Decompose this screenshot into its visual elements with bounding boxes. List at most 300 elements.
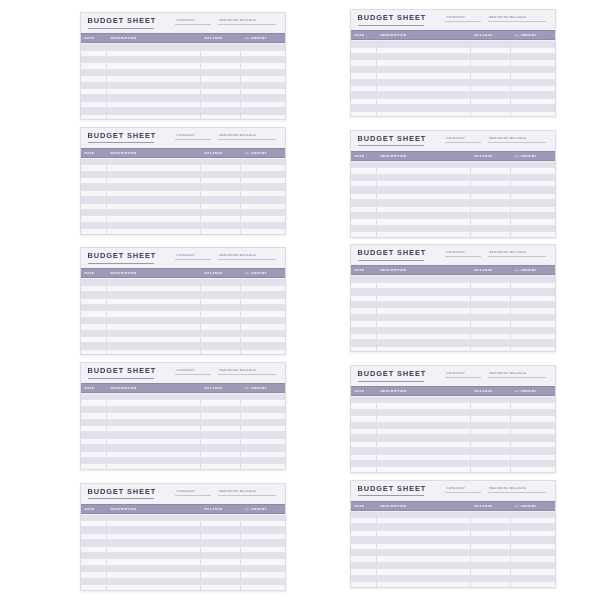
table-cell-desc[interactable] — [377, 168, 471, 173]
table-cell-desc[interactable] — [377, 467, 471, 472]
table-cell-bal[interactable] — [471, 576, 511, 581]
table-cell-desc[interactable] — [377, 112, 471, 117]
table-cell-bal[interactable] — [201, 343, 241, 348]
beginning-balance-input[interactable] — [218, 374, 276, 375]
table-cell-bal[interactable] — [471, 194, 511, 199]
table-cell-desc[interactable] — [377, 200, 471, 205]
beginning-balance-input[interactable] — [218, 24, 276, 25]
table-cell-date[interactable] — [351, 283, 377, 288]
table-cell-date[interactable] — [81, 559, 107, 564]
table-cell-amt[interactable] — [511, 41, 555, 46]
table-cell-amt[interactable] — [241, 292, 285, 297]
table-cell-amt[interactable] — [511, 582, 555, 587]
table-cell-desc[interactable] — [107, 566, 201, 571]
table-cell-amt[interactable] — [511, 213, 555, 218]
budget-sheet[interactable] — [350, 130, 556, 238]
table-cell-date[interactable] — [81, 337, 107, 342]
table-cell-desc[interactable] — [377, 328, 471, 333]
table-cell-bal[interactable] — [201, 292, 241, 297]
table-cell-desc[interactable] — [107, 299, 201, 304]
table-cell-bal[interactable] — [471, 283, 511, 288]
table-cell-amt[interactable] — [511, 315, 555, 320]
table-cell-bal[interactable] — [471, 563, 511, 568]
table-cell-bal[interactable] — [471, 60, 511, 65]
table-cell-date[interactable] — [351, 423, 377, 428]
table-cell-date[interactable] — [351, 207, 377, 212]
table-cell-bal[interactable] — [471, 232, 511, 237]
table-cell-bal[interactable] — [471, 467, 511, 472]
table-cell-bal[interactable] — [201, 108, 241, 113]
table-cell-date[interactable] — [351, 187, 377, 192]
table-cell-bal[interactable] — [471, 67, 511, 72]
category-input[interactable] — [175, 24, 211, 25]
table-cell-date[interactable] — [351, 467, 377, 472]
table-cell-amt[interactable] — [241, 439, 285, 444]
table-cell-amt[interactable] — [511, 175, 555, 180]
table-cell-amt[interactable] — [241, 178, 285, 183]
budget-sheet[interactable] — [80, 127, 286, 235]
table-cell-bal[interactable] — [201, 559, 241, 564]
table-cell-bal[interactable] — [471, 86, 511, 91]
table-cell-bal[interactable] — [201, 547, 241, 552]
table-cell-amt[interactable] — [511, 328, 555, 333]
table-cell-desc[interactable] — [377, 334, 471, 339]
table-cell-desc[interactable] — [107, 197, 201, 202]
category-input[interactable] — [445, 256, 481, 257]
table-cell-bal[interactable] — [471, 550, 511, 555]
category-input[interactable] — [445, 492, 481, 493]
table-cell-date[interactable] — [81, 204, 107, 209]
table-cell-bal[interactable] — [201, 420, 241, 425]
table-row[interactable] — [351, 347, 555, 353]
table-cell-desc[interactable] — [377, 455, 471, 460]
table-cell-amt[interactable] — [511, 569, 555, 574]
table-cell-date[interactable] — [351, 461, 377, 466]
table-cell-date[interactable] — [81, 579, 107, 584]
table-cell-date[interactable] — [81, 426, 107, 431]
table-cell-desc[interactable] — [107, 413, 201, 418]
table-cell-amt[interactable] — [511, 112, 555, 117]
table-cell-bal[interactable] — [201, 464, 241, 469]
table-cell-bal[interactable] — [471, 461, 511, 466]
table-cell-bal[interactable] — [471, 442, 511, 447]
table-cell-date[interactable] — [81, 292, 107, 297]
table-cell-amt[interactable] — [511, 550, 555, 555]
category-input[interactable] — [175, 259, 211, 260]
table-cell-amt[interactable] — [241, 44, 285, 49]
table-cell-bal[interactable] — [201, 51, 241, 56]
table-cell-amt[interactable] — [241, 305, 285, 310]
table-cell-date[interactable] — [351, 219, 377, 224]
category-input[interactable] — [175, 139, 211, 140]
table-cell-desc[interactable] — [107, 439, 201, 444]
table-cell-amt[interactable] — [241, 172, 285, 177]
table-cell-date[interactable] — [81, 197, 107, 202]
table-cell-amt[interactable] — [241, 311, 285, 316]
table-cell-date[interactable] — [81, 458, 107, 463]
table-cell-bal[interactable] — [471, 181, 511, 186]
table-cell-desc[interactable] — [107, 521, 201, 526]
beginning-balance-input[interactable] — [488, 142, 546, 143]
table-cell-date[interactable] — [81, 420, 107, 425]
table-cell-date[interactable] — [351, 563, 377, 568]
table-cell-amt[interactable] — [511, 410, 555, 415]
table-cell-amt[interactable] — [511, 518, 555, 523]
table-cell-bal[interactable] — [471, 162, 511, 167]
table-cell-amt[interactable] — [511, 226, 555, 231]
table-cell-date[interactable] — [351, 576, 377, 581]
table-cell-amt[interactable] — [241, 70, 285, 75]
table-cell-bal[interactable] — [201, 44, 241, 49]
table-cell-bal[interactable] — [471, 112, 511, 117]
table-cell-bal[interactable] — [471, 347, 511, 352]
table-cell-desc[interactable] — [377, 181, 471, 186]
table-cell-desc[interactable] — [107, 337, 201, 342]
table-cell-bal[interactable] — [201, 305, 241, 310]
table-cell-bal[interactable] — [201, 83, 241, 88]
table-cell-amt[interactable] — [241, 89, 285, 94]
table-row[interactable] — [351, 582, 555, 588]
table-cell-amt[interactable] — [511, 289, 555, 294]
table-cell-bal[interactable] — [201, 89, 241, 94]
table-cell-desc[interactable] — [107, 165, 201, 170]
table-cell-desc[interactable] — [107, 51, 201, 56]
table-cell-bal[interactable] — [471, 207, 511, 212]
table-row[interactable] — [351, 232, 555, 238]
table-cell-date[interactable] — [351, 448, 377, 453]
table-cell-date[interactable] — [81, 400, 107, 405]
table-cell-amt[interactable] — [511, 544, 555, 549]
table-cell-date[interactable] — [81, 178, 107, 183]
table-cell-date[interactable] — [351, 569, 377, 574]
table-cell-amt[interactable] — [511, 397, 555, 402]
table-cell-desc[interactable] — [377, 416, 471, 421]
table-cell-desc[interactable] — [107, 229, 201, 234]
table-cell-desc[interactable] — [377, 403, 471, 408]
beginning-balance-input[interactable] — [488, 492, 546, 493]
table-cell-date[interactable] — [351, 537, 377, 542]
table-cell-amt[interactable] — [241, 343, 285, 348]
table-cell-desc[interactable] — [377, 80, 471, 85]
table-cell-bal[interactable] — [201, 70, 241, 75]
table-cell-bal[interactable] — [471, 340, 511, 345]
table-cell-desc[interactable] — [107, 458, 201, 463]
table-cell-amt[interactable] — [241, 210, 285, 215]
table-cell-date[interactable] — [81, 445, 107, 450]
budget-sheet[interactable] — [350, 9, 556, 117]
table-cell-bal[interactable] — [201, 521, 241, 526]
category-input[interactable] — [445, 21, 481, 22]
table-cell-bal[interactable] — [201, 102, 241, 107]
table-cell-desc[interactable] — [107, 210, 201, 215]
table-cell-bal[interactable] — [471, 99, 511, 104]
table-cell-amt[interactable] — [511, 512, 555, 517]
table-cell-date[interactable] — [81, 553, 107, 558]
table-cell-date[interactable] — [81, 318, 107, 323]
table-cell-bal[interactable] — [201, 165, 241, 170]
table-cell-date[interactable] — [81, 299, 107, 304]
table-row[interactable] — [81, 350, 285, 356]
table-cell-bal[interactable] — [471, 537, 511, 542]
table-cell-bal[interactable] — [201, 159, 241, 164]
table-cell-bal[interactable] — [201, 566, 241, 571]
table-cell-desc[interactable] — [377, 582, 471, 587]
table-cell-amt[interactable] — [511, 168, 555, 173]
table-cell-bal[interactable] — [201, 553, 241, 558]
category-input[interactable] — [445, 377, 481, 378]
table-cell-date[interactable] — [81, 63, 107, 68]
table-row[interactable] — [351, 112, 555, 118]
table-cell-desc[interactable] — [107, 191, 201, 196]
table-cell-bal[interactable] — [471, 73, 511, 78]
budget-sheet[interactable] — [350, 244, 556, 352]
table-cell-bal[interactable] — [201, 318, 241, 323]
table-row[interactable] — [81, 229, 285, 235]
table-cell-desc[interactable] — [107, 515, 201, 520]
table-cell-desc[interactable] — [377, 321, 471, 326]
table-cell-date[interactable] — [351, 48, 377, 53]
table-cell-date[interactable] — [81, 184, 107, 189]
table-cell-amt[interactable] — [241, 400, 285, 405]
table-cell-desc[interactable] — [377, 435, 471, 440]
table-cell-bal[interactable] — [201, 115, 241, 120]
table-cell-bal[interactable] — [471, 455, 511, 460]
table-cell-bal[interactable] — [471, 302, 511, 307]
table-cell-desc[interactable] — [377, 544, 471, 549]
table-cell-date[interactable] — [81, 115, 107, 120]
table-cell-amt[interactable] — [511, 467, 555, 472]
table-cell-date[interactable] — [351, 54, 377, 59]
table-cell-bal[interactable] — [201, 445, 241, 450]
table-cell-date[interactable] — [351, 550, 377, 555]
table-cell-desc[interactable] — [107, 76, 201, 81]
table-cell-date[interactable] — [351, 410, 377, 415]
table-cell-amt[interactable] — [241, 527, 285, 532]
table-cell-amt[interactable] — [511, 54, 555, 59]
table-cell-amt[interactable] — [511, 455, 555, 460]
table-cell-date[interactable] — [81, 216, 107, 221]
table-cell-desc[interactable] — [377, 296, 471, 301]
table-cell-date[interactable] — [81, 439, 107, 444]
table-cell-amt[interactable] — [241, 223, 285, 228]
table-cell-date[interactable] — [351, 334, 377, 339]
table-cell-bal[interactable] — [201, 197, 241, 202]
table-cell-amt[interactable] — [511, 442, 555, 447]
table-cell-amt[interactable] — [241, 566, 285, 571]
table-cell-bal[interactable] — [471, 544, 511, 549]
table-cell-date[interactable] — [81, 432, 107, 437]
table-cell-bal[interactable] — [201, 534, 241, 539]
table-cell-desc[interactable] — [377, 576, 471, 581]
table-cell-desc[interactable] — [107, 184, 201, 189]
table-cell-date[interactable] — [351, 556, 377, 561]
table-cell-date[interactable] — [351, 213, 377, 218]
table-cell-amt[interactable] — [241, 432, 285, 437]
table-cell-desc[interactable] — [107, 407, 201, 412]
table-cell-desc[interactable] — [107, 445, 201, 450]
table-cell-bal[interactable] — [201, 286, 241, 291]
table-cell-date[interactable] — [81, 89, 107, 94]
table-cell-amt[interactable] — [241, 458, 285, 463]
table-cell-amt[interactable] — [511, 537, 555, 542]
table-cell-bal[interactable] — [201, 585, 241, 590]
table-cell-bal[interactable] — [201, 458, 241, 463]
table-cell-date[interactable] — [81, 534, 107, 539]
table-cell-amt[interactable] — [241, 83, 285, 88]
table-cell-bal[interactable] — [471, 48, 511, 53]
table-cell-amt[interactable] — [511, 99, 555, 104]
table-cell-desc[interactable] — [107, 452, 201, 457]
table-cell-date[interactable] — [81, 210, 107, 215]
table-cell-bal[interactable] — [201, 350, 241, 355]
table-cell-bal[interactable] — [471, 105, 511, 110]
table-cell-desc[interactable] — [107, 63, 201, 68]
table-cell-bal[interactable] — [471, 200, 511, 205]
table-cell-date[interactable] — [81, 413, 107, 418]
table-cell-bal[interactable] — [201, 184, 241, 189]
table-cell-amt[interactable] — [241, 204, 285, 209]
table-cell-date[interactable] — [351, 416, 377, 421]
table-cell-desc[interactable] — [107, 400, 201, 405]
table-cell-amt[interactable] — [241, 102, 285, 107]
table-cell-amt[interactable] — [511, 416, 555, 421]
table-cell-desc[interactable] — [107, 204, 201, 209]
table-cell-amt[interactable] — [241, 108, 285, 113]
category-input[interactable] — [175, 374, 211, 375]
table-cell-amt[interactable] — [511, 187, 555, 192]
table-cell-bal[interactable] — [471, 429, 511, 434]
table-cell-date[interactable] — [81, 191, 107, 196]
table-cell-bal[interactable] — [471, 582, 511, 587]
table-cell-amt[interactable] — [241, 452, 285, 457]
table-cell-date[interactable] — [351, 105, 377, 110]
table-cell-bal[interactable] — [201, 413, 241, 418]
beginning-balance-input[interactable] — [218, 495, 276, 496]
table-row[interactable] — [81, 464, 285, 470]
table-cell-date[interactable] — [351, 518, 377, 523]
table-cell-desc[interactable] — [377, 442, 471, 447]
table-cell-amt[interactable] — [241, 572, 285, 577]
table-cell-desc[interactable] — [107, 350, 201, 355]
table-cell-amt[interactable] — [241, 464, 285, 469]
table-cell-bal[interactable] — [201, 223, 241, 228]
category-input[interactable] — [445, 142, 481, 143]
table-cell-bal[interactable] — [201, 178, 241, 183]
table-cell-date[interactable] — [81, 102, 107, 107]
table-row[interactable] — [81, 115, 285, 121]
table-cell-date[interactable] — [351, 67, 377, 72]
table-cell-bal[interactable] — [201, 324, 241, 329]
table-cell-amt[interactable] — [241, 76, 285, 81]
table-cell-amt[interactable] — [511, 308, 555, 313]
table-cell-date[interactable] — [351, 168, 377, 173]
table-cell-desc[interactable] — [377, 162, 471, 167]
table-cell-bal[interactable] — [471, 308, 511, 313]
table-cell-date[interactable] — [351, 162, 377, 167]
table-cell-amt[interactable] — [241, 407, 285, 412]
table-cell-date[interactable] — [81, 83, 107, 88]
beginning-balance-input[interactable] — [488, 377, 546, 378]
table-cell-desc[interactable] — [377, 524, 471, 529]
table-cell-amt[interactable] — [511, 321, 555, 326]
table-cell-bal[interactable] — [201, 299, 241, 304]
table-cell-bal[interactable] — [471, 435, 511, 440]
table-cell-date[interactable] — [351, 92, 377, 97]
table-cell-date[interactable] — [81, 452, 107, 457]
table-cell-desc[interactable] — [107, 324, 201, 329]
table-cell-desc[interactable] — [107, 527, 201, 532]
budget-sheet[interactable] — [350, 480, 556, 588]
table-cell-desc[interactable] — [107, 311, 201, 316]
table-cell-amt[interactable] — [511, 219, 555, 224]
table-cell-bal[interactable] — [471, 334, 511, 339]
table-cell-amt[interactable] — [241, 57, 285, 62]
table-cell-date[interactable] — [351, 80, 377, 85]
table-cell-desc[interactable] — [377, 448, 471, 453]
table-cell-amt[interactable] — [511, 73, 555, 78]
table-cell-amt[interactable] — [241, 559, 285, 564]
table-cell-desc[interactable] — [377, 531, 471, 536]
table-cell-amt[interactable] — [511, 340, 555, 345]
table-cell-bal[interactable] — [471, 276, 511, 281]
table-cell-desc[interactable] — [377, 410, 471, 415]
table-cell-bal[interactable] — [471, 226, 511, 231]
beginning-balance-input[interactable] — [488, 256, 546, 257]
table-cell-desc[interactable] — [377, 175, 471, 180]
category-input[interactable] — [175, 495, 211, 496]
table-cell-bal[interactable] — [471, 531, 511, 536]
table-cell-desc[interactable] — [107, 585, 201, 590]
table-cell-date[interactable] — [351, 175, 377, 180]
table-cell-amt[interactable] — [241, 585, 285, 590]
table-cell-desc[interactable] — [377, 347, 471, 352]
table-cell-desc[interactable] — [107, 547, 201, 552]
table-cell-date[interactable] — [81, 566, 107, 571]
budget-sheet[interactable] — [80, 12, 286, 120]
table-cell-date[interactable] — [351, 308, 377, 313]
table-cell-date[interactable] — [351, 276, 377, 281]
table-cell-desc[interactable] — [107, 279, 201, 284]
table-cell-bal[interactable] — [471, 328, 511, 333]
table-cell-date[interactable] — [81, 547, 107, 552]
table-cell-desc[interactable] — [107, 178, 201, 183]
table-cell-bal[interactable] — [471, 569, 511, 574]
table-cell-bal[interactable] — [471, 423, 511, 428]
table-cell-bal[interactable] — [201, 57, 241, 62]
table-cell-amt[interactable] — [511, 60, 555, 65]
table-cell-desc[interactable] — [107, 394, 201, 399]
table-cell-amt[interactable] — [241, 420, 285, 425]
table-cell-bal[interactable] — [471, 512, 511, 517]
table-cell-amt[interactable] — [241, 547, 285, 552]
table-cell-amt[interactable] — [511, 92, 555, 97]
table-cell-desc[interactable] — [107, 102, 201, 107]
table-cell-date[interactable] — [351, 531, 377, 536]
table-cell-desc[interactable] — [377, 461, 471, 466]
table-cell-bal[interactable] — [201, 76, 241, 81]
table-cell-date[interactable] — [81, 394, 107, 399]
table-cell-bal[interactable] — [201, 579, 241, 584]
table-cell-amt[interactable] — [511, 48, 555, 53]
table-cell-amt[interactable] — [511, 524, 555, 529]
table-cell-bal[interactable] — [201, 540, 241, 545]
table-cell-desc[interactable] — [377, 54, 471, 59]
table-cell-amt[interactable] — [511, 302, 555, 307]
table-cell-amt[interactable] — [511, 80, 555, 85]
table-cell-bal[interactable] — [471, 524, 511, 529]
table-cell-date[interactable] — [351, 200, 377, 205]
table-cell-bal[interactable] — [201, 572, 241, 577]
